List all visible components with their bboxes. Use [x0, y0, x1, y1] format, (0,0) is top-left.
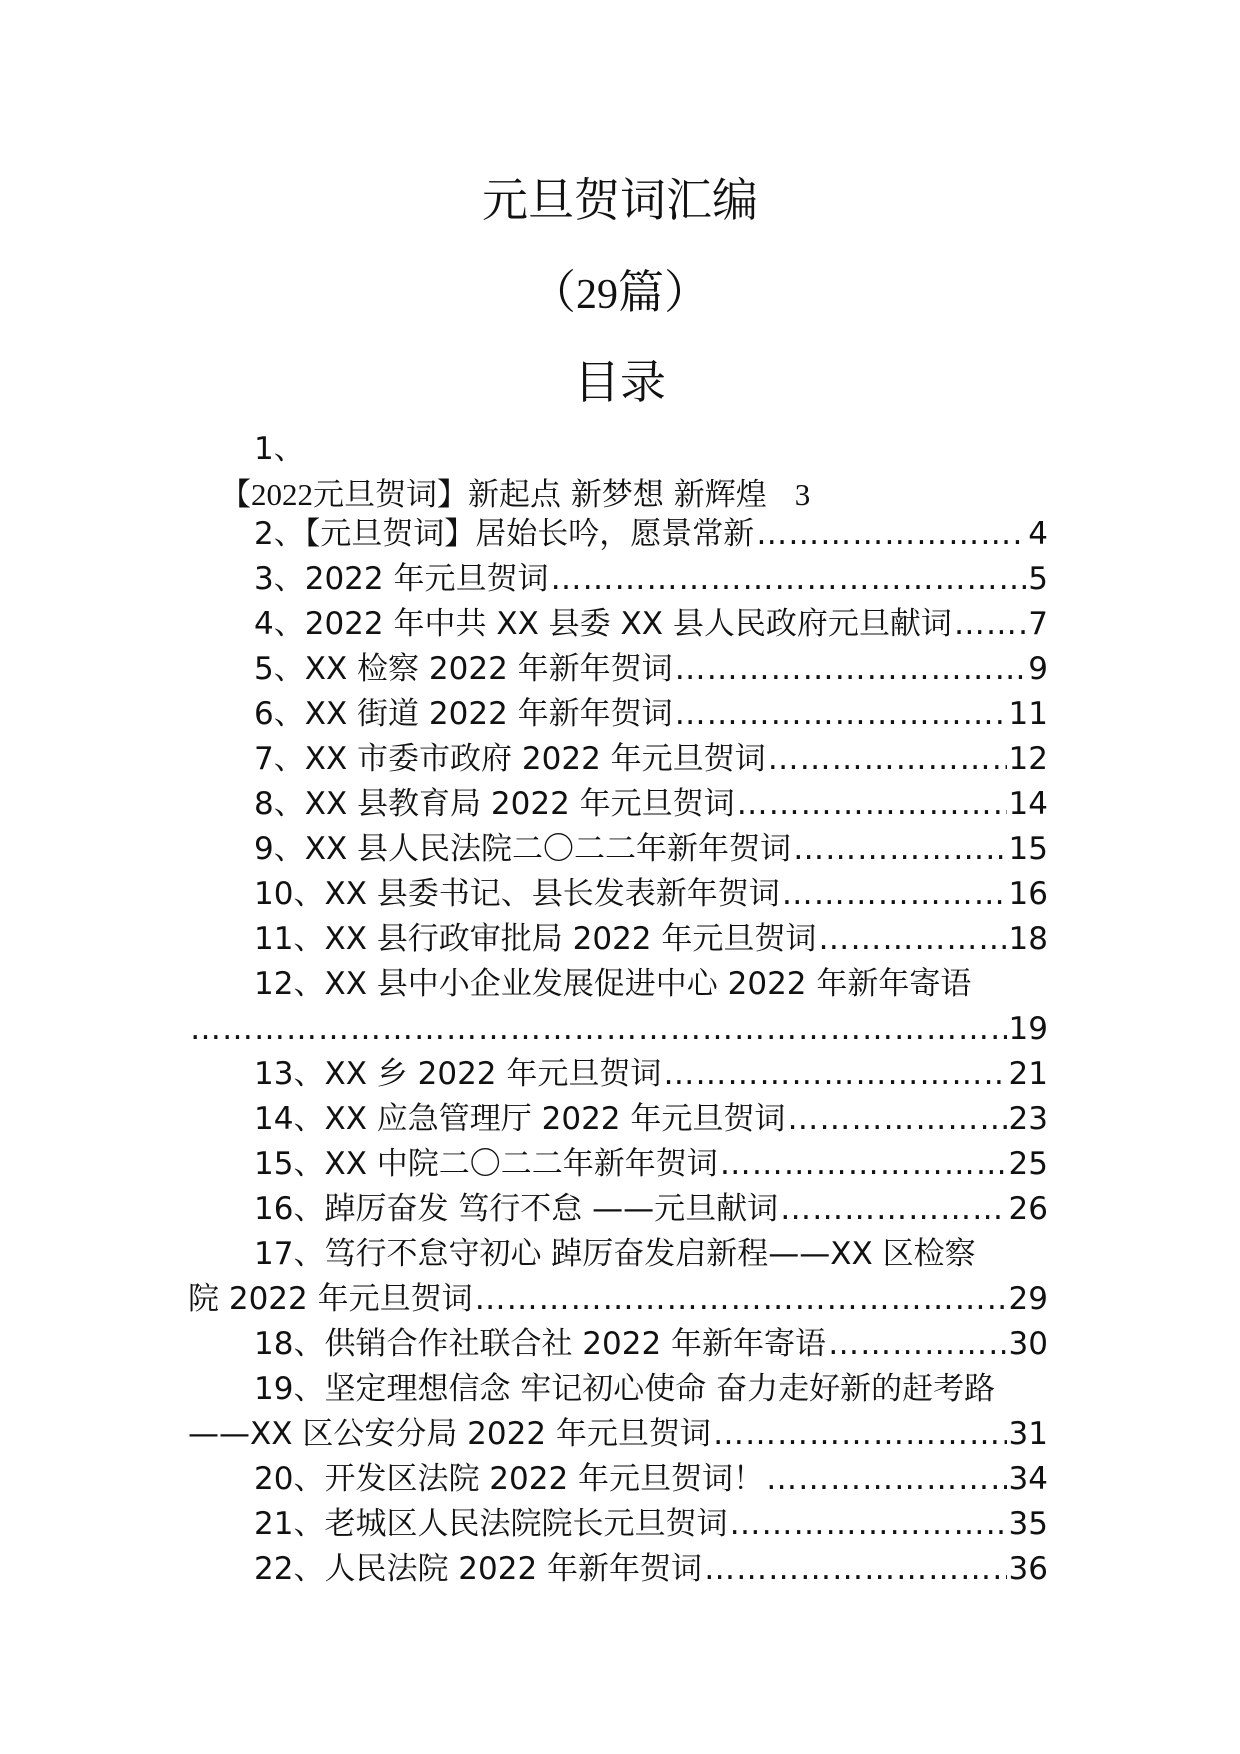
- toc-leader: [704, 1547, 1006, 1592]
- toc-leader: [954, 602, 1026, 647]
- toc-entry-page: 14: [1008, 786, 1048, 822]
- toc-leader: [782, 872, 1007, 917]
- toc-entry-title: XX 市委市政府 2022 年元旦贺词: [304, 741, 766, 777]
- toc-entry-page: 23: [1008, 1101, 1048, 1137]
- toc-entry-page: 15: [1008, 831, 1048, 867]
- toc-entry-5[interactable]: [188, 647, 1048, 692]
- toc-entry-title-cont: 院 2022 年元旦贺词: [188, 1281, 473, 1317]
- count-close-paren: ）: [664, 265, 710, 319]
- toc-entry-number: 20、: [254, 1461, 325, 1497]
- toc-entry-page: 7: [1028, 606, 1048, 642]
- toc-entry-page: 11: [1008, 696, 1048, 732]
- toc-entry-19-continued[interactable]: [188, 1412, 1048, 1457]
- toc-entry-title: 笃行不怠守初心 踔厉奋发启新程——XX 区检察: [324, 1236, 976, 1272]
- toc-entry-17[interactable]: [188, 1232, 1048, 1277]
- toc-leader: [756, 512, 1026, 557]
- toc-entry-title: 2022 年元旦贺词: [304, 561, 549, 597]
- toc-leader: [475, 1277, 1007, 1322]
- toc-leader: [787, 1097, 1006, 1142]
- toc-entry-number: 3、: [254, 561, 305, 597]
- toc-entry-page: 26: [1008, 1191, 1048, 1227]
- toc-entry-title: 元旦贺词】新起点 新梦想 新辉煌: [313, 477, 767, 513]
- toc-heading-text: 目录: [574, 355, 666, 409]
- toc-entry-title-prefix: 【: [220, 477, 251, 513]
- toc-entry-number: 2、: [254, 516, 305, 552]
- toc-entry-title: XX 县人民法院二〇二二年新年贺词: [304, 831, 792, 867]
- toc-entry-page: 21: [1008, 1056, 1048, 1092]
- toc-entry-number: 5、: [254, 651, 305, 687]
- toc-entry-page: 25: [1008, 1146, 1048, 1182]
- toc-entry-page: 4: [1028, 516, 1048, 552]
- toc-entry-19[interactable]: [188, 1367, 1048, 1412]
- toc-leader: [737, 782, 1007, 827]
- toc-entry-4[interactable]: [188, 602, 1048, 647]
- toc-entry-page: 31: [1008, 1416, 1048, 1452]
- toc-leader: [780, 1187, 1006, 1232]
- toc-entry-page: 35: [1008, 1506, 1048, 1542]
- toc-entry-page: 18: [1008, 921, 1048, 957]
- toc-entry-number: 17、: [254, 1236, 325, 1272]
- toc-leader: [766, 1457, 1006, 1502]
- toc-entry-page: 19: [1008, 1011, 1048, 1047]
- toc-entry-title: XX 中院二〇二二年新年贺词: [324, 1146, 718, 1182]
- toc-entry-number: 4、: [254, 606, 305, 642]
- toc-entry-title: XX 乡 2022 年元旦贺词: [324, 1056, 662, 1092]
- toc-entry-22[interactable]: [188, 1547, 1048, 1592]
- toc-entry-10[interactable]: [188, 872, 1048, 917]
- toc-entry-page: 36: [1008, 1551, 1048, 1587]
- toc-entry-page: 5: [1028, 561, 1048, 597]
- toc-entry-11[interactable]: [188, 917, 1048, 962]
- toc-entry-21[interactable]: [188, 1502, 1048, 1547]
- toc-entry-number: 21、: [254, 1506, 325, 1542]
- toc-entry-13[interactable]: [188, 1052, 1048, 1097]
- toc-entry-14[interactable]: [188, 1097, 1048, 1142]
- toc-entry-12[interactable]: [188, 962, 1048, 1007]
- toc-entry-title: XX 县委书记、县长发表新年贺词: [324, 876, 780, 912]
- toc-entry-title-year: 2022: [251, 477, 313, 512]
- toc-entry-number: 16、: [254, 1191, 325, 1227]
- toc-leader: [675, 692, 1007, 737]
- toc-entry-page: 12: [1008, 741, 1048, 777]
- toc-entry-16[interactable]: [188, 1187, 1048, 1232]
- toc-entry-page: 30: [1008, 1326, 1048, 1362]
- toc-entry-3[interactable]: [188, 557, 1048, 602]
- toc-entry-title: XX 县中小企业发展促进中心 2022 年新年寄语: [324, 966, 972, 1002]
- toc-leader: [729, 1502, 1006, 1547]
- toc-entry-page: 34: [1008, 1461, 1048, 1497]
- document-title-text: 元旦贺词汇编: [482, 173, 758, 227]
- count-number: 29: [576, 272, 618, 318]
- toc-entry-18[interactable]: [188, 1322, 1048, 1367]
- toc-entry-title: 踔厉奋发 笃行不怠 ——元旦献词: [324, 1191, 779, 1227]
- toc-entry-12-continued[interactable]: [188, 1007, 1048, 1052]
- toc-leader: [663, 1052, 1006, 1097]
- toc-entry-title: 老城区人民法院院长元旦贺词: [324, 1506, 728, 1542]
- toc-leader: [828, 1322, 1006, 1367]
- toc-leader: [675, 647, 1027, 692]
- toc-entry-number: 8、: [254, 786, 305, 822]
- toc-entry-title: XX 街道 2022 年新年贺词: [304, 696, 673, 732]
- toc-leader: [720, 1142, 1007, 1187]
- toc-entry-number: 18、: [254, 1326, 325, 1362]
- toc-entry-page: 3: [794, 477, 811, 512]
- toc-entry-title: XX 县教育局 2022 年元旦贺词: [304, 786, 735, 822]
- toc-entry-9[interactable]: [188, 827, 1048, 872]
- count-unit: 篇: [618, 265, 664, 319]
- toc-entry-number: 9、: [254, 831, 305, 867]
- toc-entry-page: 29: [1008, 1281, 1048, 1317]
- toc-entry-number: 6、: [254, 696, 305, 732]
- toc-entry-1-number: 1、: [254, 431, 305, 467]
- count-open-paren: （: [530, 265, 576, 319]
- toc-leader: [768, 737, 1007, 782]
- toc-entry-6[interactable]: [188, 692, 1048, 737]
- toc-leader: [713, 1412, 1007, 1457]
- toc-entry-title: 【元旦贺词】居始长吟，愿景常新: [304, 516, 755, 552]
- toc-entry-20[interactable]: [188, 1457, 1048, 1502]
- toc-entry-title: XX 县行政审批局 2022 年元旦贺词: [324, 921, 817, 957]
- toc-entry-title-cont: ——XX 区公安分局 2022 年元旦贺词: [188, 1416, 711, 1452]
- toc-leader: [190, 1007, 1007, 1052]
- toc-entry-2[interactable]: [188, 512, 1048, 557]
- toc-entry-number: 13、: [254, 1056, 325, 1092]
- toc-entry-title: 2022 年中共 XX 县委 XX 县人民政府元旦献词: [304, 606, 952, 642]
- toc-entry-number: 22、: [254, 1551, 325, 1587]
- toc-entry-title: 坚定理想信念 牢记初心使命 奋力走好新的赶考路: [324, 1371, 996, 1407]
- toc-entry-number: 10、: [254, 876, 325, 912]
- toc-entry-title: 开发区法院 2022 年元旦贺词！: [324, 1461, 765, 1497]
- toc-entry-number: 19、: [254, 1371, 325, 1407]
- toc-entry-number: 11、: [254, 921, 325, 957]
- toc-entry-title: 人民法院 2022 年新年贺词: [324, 1551, 703, 1587]
- toc-leader: [550, 557, 1026, 602]
- toc-entry-17-continued[interactable]: [188, 1277, 1048, 1322]
- toc-entry-title: 供销合作社联合社 2022 年新年寄语: [324, 1326, 827, 1362]
- toc-entry-7[interactable]: [188, 737, 1048, 782]
- toc-entry-title: XX 应急管理厅 2022 年元旦贺词: [324, 1101, 786, 1137]
- toc-entry-number: 14、: [254, 1101, 325, 1137]
- toc-entry-15[interactable]: [188, 1142, 1048, 1187]
- toc-leader: [793, 827, 1006, 872]
- toc-entry-page: 16: [1008, 876, 1048, 912]
- toc-entry-title: XX 检察 2022 年新年贺词: [304, 651, 673, 687]
- toc-entry-number: 12、: [254, 966, 325, 1002]
- toc-entry-page: 9: [1028, 651, 1048, 687]
- toc-entry-8[interactable]: [188, 782, 1048, 827]
- toc-entry-number: 15、: [254, 1146, 325, 1182]
- toc-leader: [818, 917, 1006, 962]
- toc-entry-number: 7、: [254, 741, 305, 777]
